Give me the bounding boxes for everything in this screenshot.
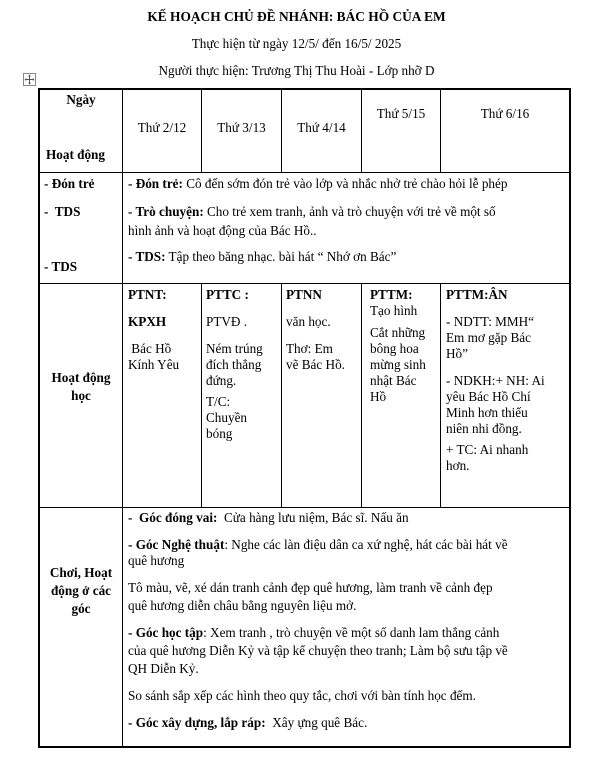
row-divider xyxy=(38,283,571,284)
row3-label xyxy=(40,564,122,618)
row2-label-line: Hoạt động xyxy=(51,370,111,385)
activity-line: yêu Bác Hồ Chí xyxy=(446,389,531,404)
corners-content xyxy=(128,510,568,731)
activity-title: PTTM:ÂN xyxy=(446,287,508,302)
don-tre-text xyxy=(128,176,507,192)
goc-dong-vai-label: - Góc đóng vai: xyxy=(128,510,218,525)
activity-line: đứng. xyxy=(206,373,237,388)
activity-line: bóng xyxy=(206,426,233,441)
activity-subject: KPXH xyxy=(128,314,167,329)
activity-title: PTTM: xyxy=(370,287,413,302)
teacher-line: Người thực hiện: Trương Thị Thu Hoài - Lớp nhỡ D xyxy=(158,63,435,78)
plan-table xyxy=(38,88,571,748)
activity-line: Thơ: Em xyxy=(286,341,333,356)
activity-wed xyxy=(286,287,360,373)
activity-line: - NDTT: MMH“ xyxy=(446,314,534,329)
col-divider xyxy=(201,283,202,507)
activity-line: bông hoa xyxy=(370,341,419,356)
row-divider xyxy=(38,507,571,508)
day-mon: Thứ 2/12 xyxy=(137,120,187,135)
activity-fri xyxy=(446,287,568,474)
day-tue: Thứ 3/13 xyxy=(217,120,266,135)
activity-line: mừng sinh xyxy=(370,357,426,372)
row2-label-line: học xyxy=(71,388,91,403)
goc-hoc-tap-body: : Xem tranh , trò chuyện về một số danh lam thắng cảnh xyxy=(203,625,500,640)
row1-label-tds-2: - TDS xyxy=(44,259,78,274)
col-divider xyxy=(440,88,441,172)
activity-line: niên nhi đồng. xyxy=(446,421,522,436)
corner-top: Ngày xyxy=(66,92,96,107)
don-tre-label: - Đón trẻ: xyxy=(128,176,183,191)
day-wed: Thứ 4/14 xyxy=(297,120,346,135)
tro-chuyen-label: - Trò chuyện: xyxy=(128,204,204,219)
table-border xyxy=(38,746,571,748)
goc-xay-dung-label: - Góc xây dựng, lắp ráp: xyxy=(128,715,266,730)
day-thu: Thứ 5/15 xyxy=(376,106,426,121)
to-mau-line-1: Tô màu, vẽ, xé dán tranh cảnh đẹp quê hương, làm tranh về cảnh đẹp xyxy=(128,580,493,595)
col-divider xyxy=(361,88,362,172)
col-divider xyxy=(281,283,282,507)
row-divider xyxy=(38,172,571,173)
row1-label-tds: - TDS xyxy=(44,204,81,219)
activity-line: nhật Bác xyxy=(370,373,417,388)
activity-line: Bác Hồ xyxy=(128,341,172,356)
tds-label: - TDS: xyxy=(128,249,166,264)
activity-line: Minh hơn thiếu xyxy=(446,405,528,420)
activity-line: Ném trúng xyxy=(206,341,263,356)
goc-nghe-thuat-body-2: quê hương xyxy=(128,553,185,568)
activity-line: PTVĐ . xyxy=(206,314,248,329)
activity-line: - NDKH:+ NH: Ai xyxy=(446,373,545,388)
to-mau-line-2: quê hương diễn châu bằng nguyên liệu mở. xyxy=(128,598,357,613)
col-divider xyxy=(440,283,441,507)
activity-line: Chuyền xyxy=(206,410,248,425)
activity-line: T/C: xyxy=(206,394,231,409)
goc-hoc-tap-body-2: của quê hương Diễn Kỷ và tập kể chuyện theo tranh; Làm bộ sưu tập về xyxy=(128,643,508,658)
goc-nghe-thuat-label: - Góc Nghệ thuật xyxy=(128,537,225,552)
activity-line: hơn. xyxy=(446,458,470,473)
activity-tue xyxy=(206,287,280,442)
move-icon xyxy=(24,74,35,85)
goc-hoc-tap-label: - Góc học tập xyxy=(128,625,204,640)
day-fri: Thứ 6/16 xyxy=(480,106,530,121)
activity-line: Em mơ gặp Bác xyxy=(446,330,531,345)
table-border xyxy=(38,88,571,90)
date-range: Thực hiện từ ngày 12/5/ đến 16/5/ 2025 xyxy=(191,36,402,51)
goc-nghe-thuat-body: : Nghe các làn điệu dân ca xứ nghệ, hát các bài hát về xyxy=(224,537,508,552)
tro-chuyen-body-2: hình ảnh và hoạt động của Bác Hồ.. xyxy=(128,223,317,238)
row3-label-line: góc xyxy=(71,601,91,616)
activity-line: đích thẳng xyxy=(206,357,262,372)
table-border xyxy=(38,88,40,748)
so-sanh-line: So sánh sắp xếp các hình theo quy tắc, chơi với bàn tính học đếm. xyxy=(128,688,476,703)
corner-bottom: Hoạt động xyxy=(46,147,105,162)
tro-chuyen-body: Cho trẻ xem tranh, ảnh và trò chuyện với trẻ về một số xyxy=(203,204,496,219)
activity-line: Cắt những xyxy=(370,325,426,340)
tds-body: Tập theo băng nhạc. bài hát “ Nhớ ơn Bác” xyxy=(165,249,397,264)
col-divider xyxy=(361,283,362,507)
activity-line: Tạo hình xyxy=(370,303,418,318)
tro-chuyen-text xyxy=(128,204,496,239)
activity-line: + TC: Ai nhanh xyxy=(446,442,529,457)
activity-thu xyxy=(370,287,440,405)
table-border xyxy=(569,88,571,748)
activity-title: PTTC : xyxy=(206,287,249,302)
activity-line: vẽ Bác Hồ. xyxy=(286,357,345,372)
col-divider xyxy=(122,88,123,748)
tds-text xyxy=(128,249,396,265)
goc-xay-dung-body: Xây ựng quê Bác. xyxy=(265,715,368,730)
row1-label-don-tre: - Đón trẻ xyxy=(44,176,95,191)
activity-line: văn học. xyxy=(286,314,331,329)
row3-label-line: động ở các xyxy=(50,583,112,598)
activity-line: Hồ” xyxy=(446,346,468,361)
activity-mon xyxy=(128,287,200,373)
row3-label-line: Chơi, Hoạt xyxy=(49,565,113,580)
activity-title: PTNT: xyxy=(128,287,167,302)
don-tre-body: Cô đến sớm đón trẻ vào lớp và nhắc nhở trẻ chào hỏi lễ phép xyxy=(182,176,508,191)
table-move-handle[interactable] xyxy=(23,73,36,86)
goc-hoc-tap-body-3: QH Diễn Kỷ. xyxy=(128,661,199,676)
row2-label xyxy=(40,369,122,405)
goc-dong-vai-body: Cửa hàng lưu niệm, Bác sĩ. Nấu ăn xyxy=(217,510,409,525)
activity-title: PTNN xyxy=(286,287,322,302)
activity-line: Kính Yêu xyxy=(128,357,180,372)
activity-line: Hồ xyxy=(370,389,387,404)
page-title: KẾ HOẠCH CHỦ ĐỀ NHÁNH: BÁC HỒ CỦA EM xyxy=(147,9,446,24)
